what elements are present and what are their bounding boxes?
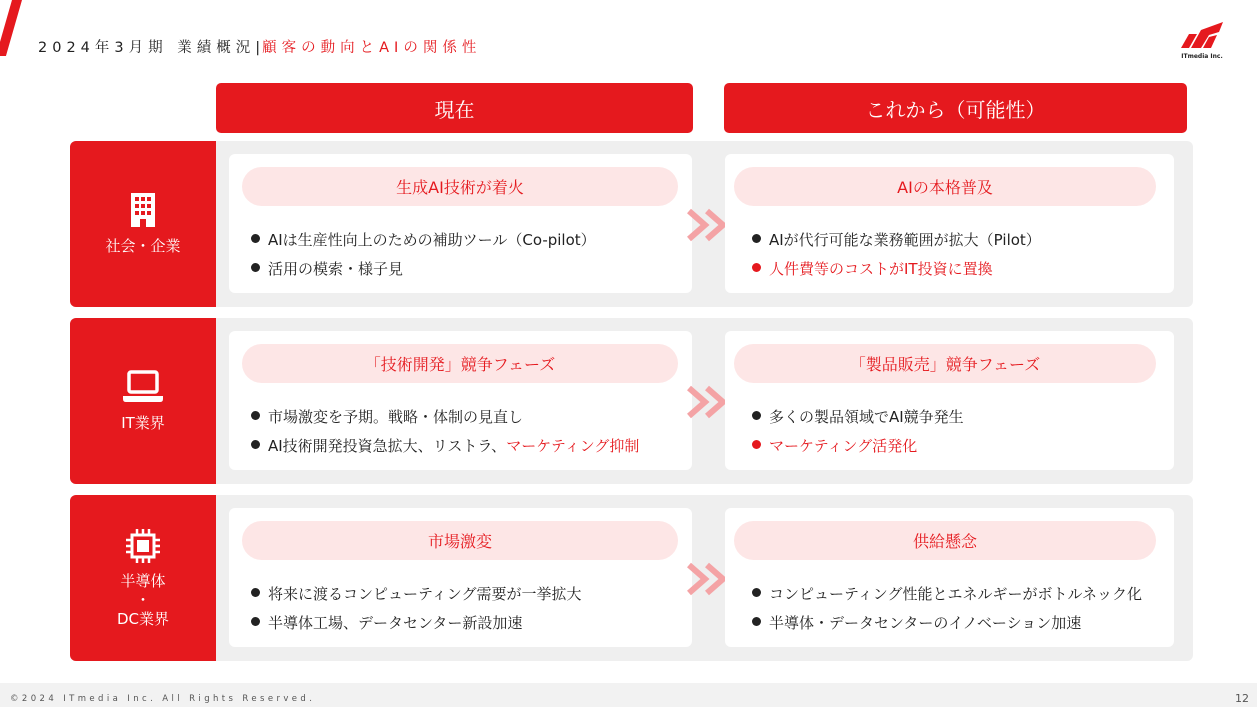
row-label-society xyxy=(70,141,216,307)
card-heading: 生成AI技術が着火 xyxy=(242,167,678,206)
building-icon xyxy=(129,193,157,227)
card-future-it xyxy=(725,331,1174,470)
logo-text: ITmedia Inc. xyxy=(1181,53,1223,60)
bullet-item-highlighted: マーケティング活発化 xyxy=(752,432,964,461)
bullet-item: コンピューティング性能とエネルギーがボトルネック化 xyxy=(752,580,1142,609)
card-heading: 「技術開発」競争フェーズ xyxy=(242,344,678,383)
bullet-item xyxy=(251,432,639,461)
bullet-item: 将来に渡るコンピューティング需要が一挙拡大 xyxy=(251,580,582,609)
bullet-text: AI技術開発投資急拡大、リストラ、 xyxy=(268,437,507,455)
bullet-item: 市場激変を予期。戦略・体制の見直し xyxy=(251,403,639,432)
bullet-list xyxy=(752,580,1142,638)
header-accent-slash xyxy=(0,0,22,56)
bullet-item: 活用の模索・様子見 xyxy=(251,255,596,284)
bullet-item-highlighted: 人件費等のコストがIT投資に置換 xyxy=(752,255,1041,284)
bullet-list xyxy=(251,403,639,461)
card-heading: AIの本格普及 xyxy=(734,167,1156,206)
card-now-society xyxy=(229,154,692,293)
page-title-main: 2024年3月期 業績概況 xyxy=(38,40,256,56)
card-heading: 供給懸念 xyxy=(734,521,1156,560)
row-label-it xyxy=(70,318,216,484)
bullet-item: 多くの製品領域でAI競争発生 xyxy=(752,403,964,432)
row-label-text: DC業界 xyxy=(116,609,170,628)
page-title xyxy=(38,36,481,57)
title-separator: | xyxy=(255,40,263,56)
row-label-text: 社会・企業 xyxy=(105,236,181,255)
copyright: ©2024 ITmedia Inc. All Rights Reserved. xyxy=(10,694,316,704)
card-future-semiconductor xyxy=(725,508,1174,647)
card-heading: 「製品販売」競争フェーズ xyxy=(734,344,1156,383)
row-label-text: ・ xyxy=(135,590,151,609)
row-label-text: IT業界 xyxy=(121,413,165,432)
bullet-list xyxy=(251,226,596,284)
column-header-now: 現在 xyxy=(216,83,693,133)
bullet-item: AIが代行可能な業務範囲が拡大（Pilot） xyxy=(752,226,1041,255)
bullet-list xyxy=(752,403,964,461)
card-heading: 市場激変 xyxy=(242,521,678,560)
card-now-it xyxy=(229,331,692,470)
bullet-item: 半導体工場、データセンター新設加速 xyxy=(251,609,582,638)
row-label-text: 半導体 xyxy=(120,571,166,590)
bullet-item: AIは生産性向上のための補助ツール（Co-pilot） xyxy=(251,226,596,255)
chip-icon xyxy=(125,528,161,564)
column-header-future: これから（可能性） xyxy=(724,83,1187,133)
laptop-icon xyxy=(121,370,165,404)
page-subtitle: 顧客の動向とAIの関係性 xyxy=(262,40,482,56)
card-future-society xyxy=(725,154,1174,293)
bullet-list xyxy=(251,580,582,638)
bullet-item: 半導体・データセンターのイノベーション加速 xyxy=(752,609,1142,638)
row-label-semiconductor xyxy=(70,495,216,661)
bullet-list xyxy=(752,226,1041,284)
bullet-emphasis: マーケティング抑制 xyxy=(506,437,640,455)
card-now-semiconductor xyxy=(229,508,692,647)
page-number: 12 xyxy=(1235,692,1249,705)
